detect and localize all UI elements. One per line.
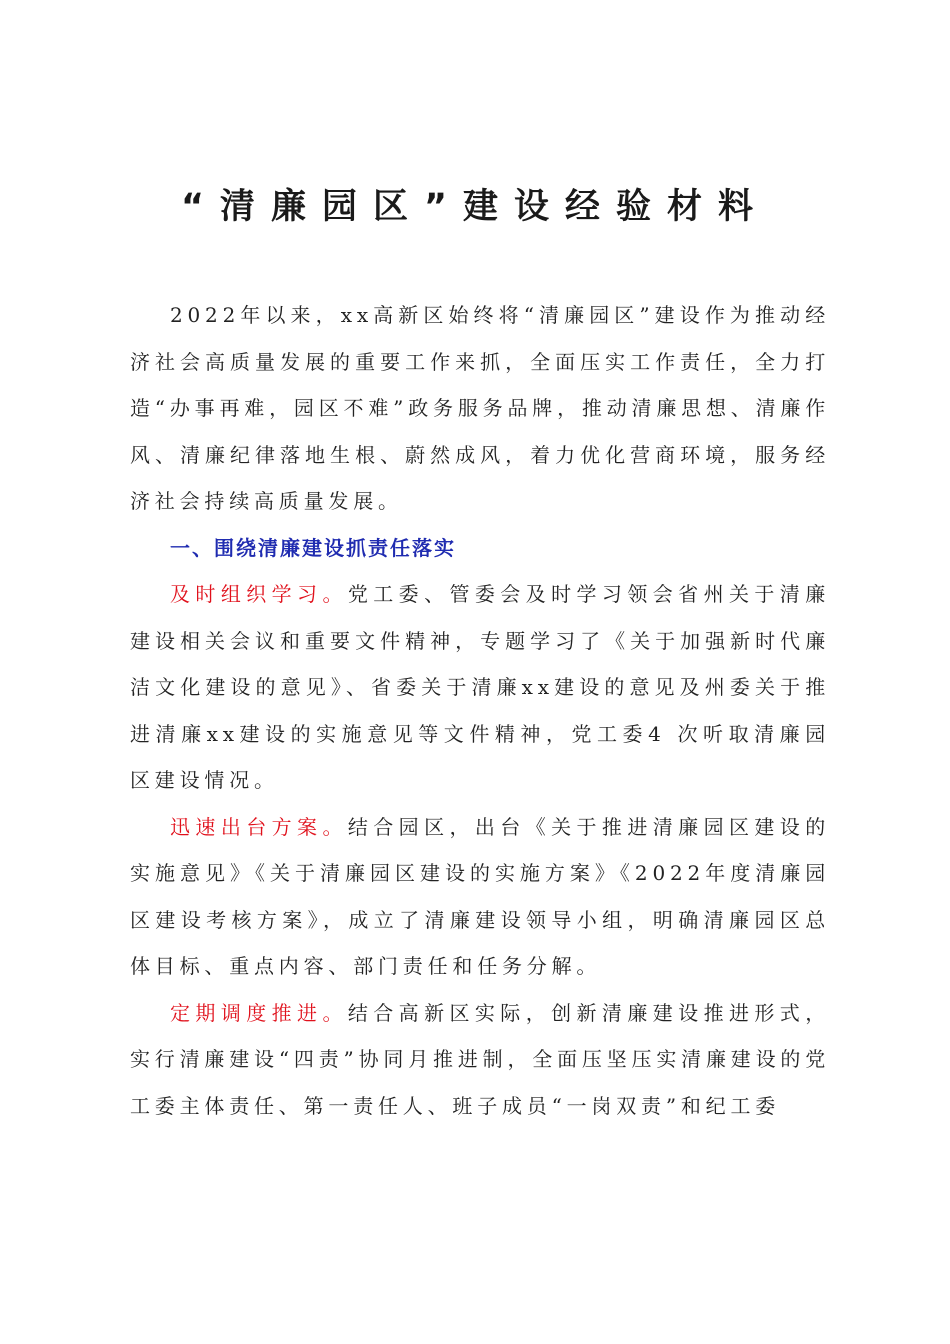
paragraph-study <box>130 571 830 804</box>
paragraph-text: 党工委、管委会及时学习领会省州关于清廉建设相关会议和重要文件精神，专题学习了《关于加强新时代廉洁文化建设的意见》、省委关于清廉xx建设的意见及州委关于推进清廉xx建设的实施意见等文件精神，党工委4 次听取清廉园区建设情况。 <box>130 582 830 792</box>
paragraph-schedule <box>130 990 830 1130</box>
document-body <box>130 292 830 1129</box>
paragraph-lead: 定期调度推进。 <box>170 1000 348 1025</box>
paragraph-plan <box>130 804 830 990</box>
intro-paragraph: 2022年以来，xx高新区始终将“清廉园区”建设作为推动经济社会高质量发展的重要工作来抓，全面压实工作责任，全力打造“办事再难，园区不难”政务服务品牌，推动清廉思想、清廉作风、清廉纪律落地生根、蔚然成风，着力优化营商环境，服务经济社会持续高质量发展。 <box>130 303 830 513</box>
paragraph-text: 结合园区，出台《关于推进清廉园区建设的实施意见》《关于清廉园区建设的实施方案》《2022年度清廉园区建设考核方案》，成立了清廉建设领导小组，明确清廉园区总体目标、重点内容、部门责任和任务分解。 <box>130 814 830 978</box>
paragraph-lead: 及时组织学习。 <box>170 582 348 606</box>
paragraph-text: 结合高新区实际，创新清廉建设推进形式，实行清廉建设“四责”协同月推进制，全面压坚压实清廉建设的党工委主体责任、第一责任人、班子成员“一岗双责”和纪工委 <box>130 1000 830 1118</box>
document-title: “清廉园区”建设经验材料 <box>180 187 769 227</box>
section-heading: 一、围绕清廉建设抓责任落实 <box>170 535 456 560</box>
paragraph-lead: 迅速出台方案。 <box>170 814 348 839</box>
